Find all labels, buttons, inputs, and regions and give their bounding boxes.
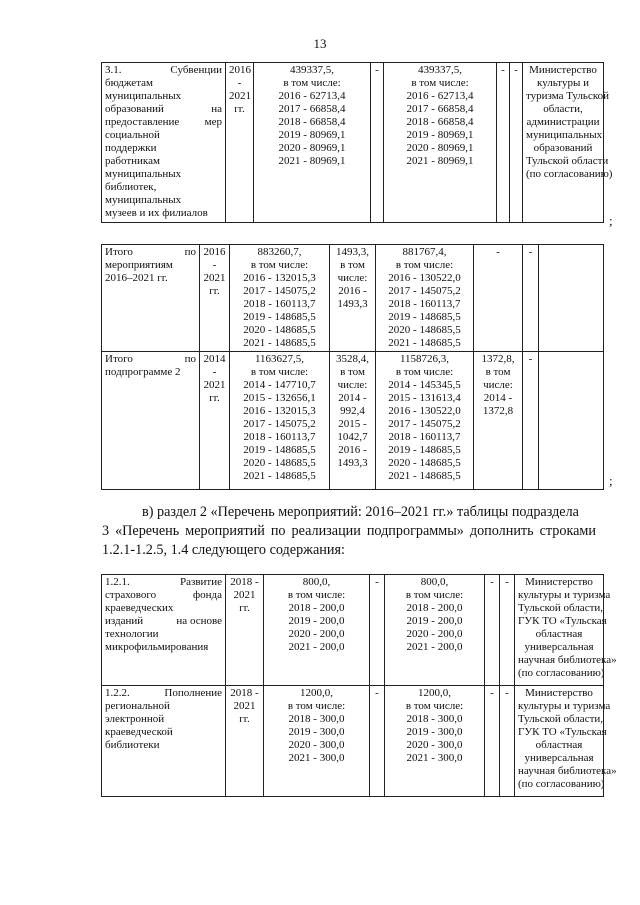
cell-line: гг. xyxy=(209,285,220,297)
municipal-funding-cell: - xyxy=(485,575,500,686)
cell-line: 2019 - 200,0 xyxy=(288,615,345,627)
cell-line: администрации xyxy=(526,116,600,128)
cell-line-part: Субвенции xyxy=(170,64,222,76)
cell-line: культуры и туризма xyxy=(518,700,611,712)
cell-line-part: изданий xyxy=(105,615,144,627)
cell-line: ГУК ТО «Тульская xyxy=(518,615,607,627)
cell-line: гг. xyxy=(239,713,250,725)
empty-cell xyxy=(539,352,604,490)
cell-line: 439337,5, xyxy=(290,64,334,76)
empty-cell xyxy=(539,245,604,352)
cell-line: 2020 - 300,0 xyxy=(406,739,463,751)
cell-line xyxy=(105,589,222,602)
cell-line-part: 1.2.2. xyxy=(105,687,130,699)
cell-line: 2021 - 80969,1 xyxy=(278,155,346,167)
cell-line: - xyxy=(237,77,242,89)
cell-line xyxy=(105,615,222,628)
regional-funding-cell xyxy=(384,63,497,223)
cell-line xyxy=(105,641,222,654)
cell-line: 2018 - 160113,7 xyxy=(243,431,316,443)
cell-line: 2017 - 66858,4 xyxy=(406,103,474,115)
cell-line: муниципальных xyxy=(526,129,603,141)
cell-line: 1372,8, xyxy=(481,353,515,365)
cell-line: 881767,4, xyxy=(402,246,447,258)
cell-line: 2018 - 200,0 xyxy=(288,602,345,614)
cell-line: 2021 - 300,0 xyxy=(406,752,463,764)
cell-line xyxy=(105,116,222,129)
total-funding-cell xyxy=(264,686,370,797)
cell-line: 2016 xyxy=(203,246,226,258)
total-funding-cell xyxy=(254,63,371,223)
cell-line: - xyxy=(212,366,217,378)
cell-line: 2020 - 300,0 xyxy=(288,739,345,751)
cell-line xyxy=(105,366,196,379)
cell-line-part: по xyxy=(184,246,196,258)
cell-line: 1163627,5, xyxy=(254,353,305,365)
paragraph-first-line: в) раздел 2 «Перечень мероприятий: 2016–2021 гг.» таблицы подраздела xyxy=(142,504,579,520)
cell-line: 2019 - 148685,5 xyxy=(243,444,316,456)
cell-line: 2016 - 62713,4 xyxy=(278,90,346,102)
cell-line: 2017 - 145075,2 xyxy=(388,418,461,430)
cell-line-part: региональной xyxy=(105,700,170,712)
cell-line: научная библиотека» xyxy=(518,765,617,777)
period-cell xyxy=(226,63,254,223)
line-terminator: ; xyxy=(609,473,613,488)
cell-line-part: краеведческой xyxy=(105,726,173,738)
table-row xyxy=(102,575,604,686)
cell-line xyxy=(105,246,196,259)
federal-funding-cell: - xyxy=(371,63,384,223)
cell-line: 2014 - xyxy=(338,392,367,404)
table-row xyxy=(102,686,604,797)
cell-line-part: бюджетам xyxy=(105,77,153,89)
totals-table xyxy=(101,244,604,490)
municipal-funding-cell: - xyxy=(497,63,510,223)
regional-funding-cell xyxy=(376,352,474,490)
total-funding-cell xyxy=(264,575,370,686)
total-funding-cell xyxy=(230,245,330,352)
cell-line: в том xyxy=(485,366,511,378)
cell-line: в том числе: xyxy=(405,700,464,712)
cell-line: 1493,3 xyxy=(337,457,368,469)
cell-line-part: Пополнение xyxy=(164,687,222,699)
cell-line: научная библиотека» xyxy=(518,654,617,666)
cell-line-part: муниципальных xyxy=(105,194,182,206)
cell-line xyxy=(105,602,222,615)
cell-line xyxy=(105,576,222,589)
cell-line-part: краеведческих xyxy=(105,602,174,614)
cell-line: 2021 - 148685,5 xyxy=(243,470,316,482)
cell-line xyxy=(105,194,222,207)
cell-line: 2018 - xyxy=(230,687,259,699)
cell-line-part: Итого xyxy=(105,353,133,365)
total-funding-cell xyxy=(230,352,330,490)
period-cell xyxy=(200,245,230,352)
cell-line-part: по xyxy=(184,353,196,365)
cell-line: 2015 - 132656,1 xyxy=(243,392,316,404)
extra-funding-cell: - xyxy=(510,63,523,223)
extra-funding-cell: - xyxy=(523,352,539,490)
measure-name-cell xyxy=(102,63,226,223)
cell-line-part: библиотеки xyxy=(105,739,160,751)
cell-line: - xyxy=(212,259,217,271)
cell-line xyxy=(105,155,222,168)
cell-line xyxy=(105,181,222,194)
cell-line: 2019 - 300,0 xyxy=(288,726,345,738)
cell-line: 2016 - xyxy=(338,285,367,297)
cell-line xyxy=(105,628,222,641)
cell-line: 2016 - 132015,3 xyxy=(243,405,316,417)
cell-line: Тульской области xyxy=(526,155,609,167)
cell-line: в том числе: xyxy=(395,259,454,271)
cell-line: 992,4 xyxy=(340,405,365,417)
cell-line: в том числе: xyxy=(283,77,341,89)
cell-line: 2021 - 148685,5 xyxy=(388,470,461,482)
cell-line: 2018 - 300,0 xyxy=(288,713,345,725)
cell-line: Тульской области, xyxy=(518,602,604,614)
cell-line: культуры и xyxy=(537,77,589,89)
table-row xyxy=(102,245,604,352)
cell-line-part: музеев и их филиалов xyxy=(105,207,208,219)
cell-line: 1493,3, xyxy=(336,246,369,258)
federal-funding-cell: - xyxy=(370,575,385,686)
cell-line: 1158726,3, xyxy=(399,353,450,365)
cell-line: 2021 - 200,0 xyxy=(406,641,463,653)
cell-line-part: страхового xyxy=(105,589,157,601)
cell-line: универсальная xyxy=(524,641,594,653)
cell-line: областная xyxy=(535,739,583,751)
cell-line-part: на основе xyxy=(176,615,222,627)
municipal-funding-cell: - xyxy=(485,686,500,797)
cell-line-part: 1.2.1. xyxy=(105,576,130,588)
cell-line: 1200,0, xyxy=(300,687,333,699)
cell-line: 2018 - 66858,4 xyxy=(278,116,346,128)
paragraph-continuation: 3 «Перечень мероприятий по реализации подпрограммы» дополнить строками 1.2.1-1.2.5, 1.4 следующего содержания: xyxy=(102,523,596,558)
cell-line xyxy=(105,64,222,77)
municipal-funding-cell xyxy=(474,245,523,352)
cell-line xyxy=(105,272,196,285)
measure-name-cell xyxy=(102,686,226,797)
cell-line-part: муниципальных xyxy=(105,168,182,180)
cell-line-part: мероприятиям xyxy=(105,259,173,271)
executor-cell xyxy=(515,686,617,797)
cell-line: 2020 - 148685,5 xyxy=(243,457,316,469)
cell-line: 2015 - 131613,4 xyxy=(388,392,461,404)
cell-line-part: работникам xyxy=(105,155,160,167)
cell-line: 2014 xyxy=(203,353,226,365)
cell-line: 2017 - 145075,2 xyxy=(388,285,461,297)
cell-line: 2020 - 148685,5 xyxy=(388,457,461,469)
municipal-funding-cell xyxy=(474,352,523,490)
cell-line: 2017 - 66858,4 xyxy=(278,103,346,115)
cell-line: 2021 xyxy=(233,589,256,601)
cell-line: 1200,0, xyxy=(418,687,451,699)
cell-line: 2020 - 148685,5 xyxy=(243,324,316,336)
cell-line: культуры и туризма xyxy=(518,589,611,601)
cell-line: 2021 xyxy=(229,90,251,102)
cell-line: 2017 - 145075,2 xyxy=(243,285,316,297)
cell-line xyxy=(105,77,222,90)
cell-line: 2019 - 148685,5 xyxy=(243,311,316,323)
cell-line: 2015 - xyxy=(338,418,367,430)
cell-line: - xyxy=(496,246,500,258)
cell-line-part: микрофильмирования xyxy=(105,641,209,653)
cell-line: в том числе: xyxy=(287,700,346,712)
table-row xyxy=(102,63,604,223)
cell-line: 2018 - 160113,7 xyxy=(388,298,461,310)
extra-funding-cell: - xyxy=(500,686,515,797)
cell-line: 2014 - 145345,5 xyxy=(388,379,461,391)
cell-line xyxy=(105,713,222,726)
amendment-paragraph xyxy=(102,503,596,560)
cell-line: 2014 - xyxy=(483,392,513,404)
federal-funding-cell xyxy=(330,352,376,490)
cell-line: 2021 - 300,0 xyxy=(288,752,345,764)
cell-line: гг. xyxy=(209,392,220,404)
cell-line: 2018 - xyxy=(230,576,259,588)
cell-line: 2021 - 148685,5 xyxy=(243,337,316,349)
cell-line: Тульской области, xyxy=(518,713,604,725)
cell-line xyxy=(105,739,222,752)
cell-line xyxy=(105,207,222,220)
cell-line: 2018 - 66858,4 xyxy=(406,116,474,128)
cell-line: 1372,8 xyxy=(482,405,514,417)
cell-line-part: социальной xyxy=(105,129,160,141)
cell-line: 2019 - 300,0 xyxy=(406,726,463,738)
measures-table xyxy=(101,574,617,797)
page-number: 13 xyxy=(313,36,327,51)
cell-line: в том числе: xyxy=(411,77,469,89)
cell-line: областная xyxy=(535,628,583,640)
cell-line-part: технологии xyxy=(105,628,159,640)
cell-line: 2019 - 80969,1 xyxy=(406,129,474,141)
cell-line: 1493,3 xyxy=(337,298,368,310)
cell-line: 2020 - 148685,5 xyxy=(388,324,461,336)
extra-funding-cell: - xyxy=(523,245,539,352)
cell-line: 2020 - 80969,1 xyxy=(278,142,346,154)
cell-line: Министерство xyxy=(525,576,593,588)
cell-line: 2019 - 148685,5 xyxy=(388,444,461,456)
period-cell xyxy=(200,352,230,490)
extra-funding-cell: - xyxy=(500,575,515,686)
period-cell xyxy=(226,686,264,797)
cell-line: 2016 xyxy=(229,64,251,76)
cell-line: 439337,5, xyxy=(418,64,462,76)
cell-line xyxy=(105,700,222,713)
cell-line: 2021 - 80969,1 xyxy=(406,155,474,167)
cell-line-part: библиотек, xyxy=(105,181,157,193)
cell-line: универсальная xyxy=(524,752,594,764)
cell-line xyxy=(105,129,222,142)
cell-line: 2017 - 145075,2 xyxy=(243,418,316,430)
cell-line: 2019 - 200,0 xyxy=(406,615,463,627)
cell-line: 2019 - 80969,1 xyxy=(278,129,346,141)
cell-line xyxy=(105,726,222,739)
federal-funding-cell: - xyxy=(370,686,385,797)
cell-line: образований xyxy=(533,142,593,154)
cell-line: гг. xyxy=(234,103,245,115)
cell-line xyxy=(105,168,222,181)
cell-line: в том числе: xyxy=(395,366,454,378)
cell-line: 2016 - 130522,0 xyxy=(388,272,461,284)
cell-line xyxy=(105,687,222,700)
cell-line: в том числе: xyxy=(250,366,309,378)
period-cell xyxy=(226,575,264,686)
cell-line: 2020 - 200,0 xyxy=(406,628,463,640)
cell-line: 2020 - 80969,1 xyxy=(406,142,474,154)
executor-cell xyxy=(515,575,617,686)
cell-line: 2016 - xyxy=(338,444,367,456)
cell-line: 2016 - 130522,0 xyxy=(388,405,461,417)
cell-line: в том числе: xyxy=(250,259,309,271)
cell-line-part: подпрограмме 2 xyxy=(105,366,181,378)
cell-line-part: 3.1. xyxy=(105,64,122,76)
cell-line xyxy=(105,90,222,103)
cell-line: 1042,7 xyxy=(337,431,368,443)
cell-line: гг. xyxy=(239,602,250,614)
cell-line: 800,0, xyxy=(302,576,331,588)
cell-line-part: Итого xyxy=(105,246,133,258)
cell-line: 2016 - 132015,3 xyxy=(243,272,316,284)
cell-line: числе: xyxy=(483,379,513,391)
cell-line-part: поддержки xyxy=(105,142,157,154)
regional-funding-cell xyxy=(376,245,474,352)
cell-line: Министерство xyxy=(525,687,593,699)
cell-line xyxy=(105,103,222,116)
cell-line: 2020 - 200,0 xyxy=(288,628,345,640)
cell-line-part: образований xyxy=(105,103,164,115)
cell-line-part: 2016–2021 гг. xyxy=(105,272,168,284)
subvention-table xyxy=(101,62,613,223)
regional-funding-cell xyxy=(385,686,485,797)
cell-line xyxy=(105,142,222,155)
cell-line: 800,0, xyxy=(420,576,449,588)
cell-line: в том числе: xyxy=(287,589,346,601)
cell-line: 883260,7, xyxy=(257,246,302,258)
cell-line: области, xyxy=(543,103,583,115)
cell-line: 2018 - 300,0 xyxy=(406,713,463,725)
cell-line: 2021 - 148685,5 xyxy=(388,337,461,349)
cell-line: в том xyxy=(340,259,365,271)
cell-line: 2021 xyxy=(203,272,226,284)
cell-line: (по согласованию) xyxy=(526,168,613,180)
cell-line: 2014 - 147710,7 xyxy=(243,379,316,391)
cell-line-part: Развитие xyxy=(179,576,222,588)
cell-line: 2019 - 148685,5 xyxy=(388,311,461,323)
cell-line: Министерство xyxy=(529,64,597,76)
cell-line-part: предоставление xyxy=(105,116,180,128)
cell-line-part: на xyxy=(211,103,222,115)
cell-line: числе: xyxy=(337,272,368,284)
total-name-cell xyxy=(102,352,200,490)
cell-line-part: муниципальных xyxy=(105,90,182,102)
cell-line: 2021 xyxy=(233,700,256,712)
cell-line xyxy=(105,353,196,366)
cell-line xyxy=(105,259,196,272)
cell-line: числе: xyxy=(337,379,368,391)
cell-line-part: фонда xyxy=(193,589,222,601)
total-name-cell xyxy=(102,245,200,352)
cell-line: 3528,4, xyxy=(336,353,369,365)
line-terminator: ; xyxy=(609,213,613,228)
cell-line-part: мер xyxy=(204,116,222,128)
cell-line: туризма Тульской xyxy=(526,90,610,102)
cell-line-part: электронной xyxy=(105,713,165,725)
executor-cell xyxy=(523,63,613,223)
measure-name-cell xyxy=(102,575,226,686)
cell-line: (по согласованию) xyxy=(518,778,605,790)
cell-line: 2021 - 200,0 xyxy=(288,641,345,653)
cell-line: в том xyxy=(340,366,365,378)
cell-line: в том числе: xyxy=(405,589,464,601)
cell-line: 2018 - 160113,7 xyxy=(243,298,316,310)
table-row xyxy=(102,352,604,490)
federal-funding-cell xyxy=(330,245,376,352)
regional-funding-cell xyxy=(385,575,485,686)
cell-line: 2018 - 160113,7 xyxy=(388,431,461,443)
cell-line: ГУК ТО «Тульская xyxy=(518,726,607,738)
cell-line: (по согласованию) xyxy=(518,667,605,679)
cell-line: 2016 - 62713,4 xyxy=(406,90,474,102)
cell-line: 2021 xyxy=(203,379,226,391)
cell-line: 2018 - 200,0 xyxy=(406,602,463,614)
